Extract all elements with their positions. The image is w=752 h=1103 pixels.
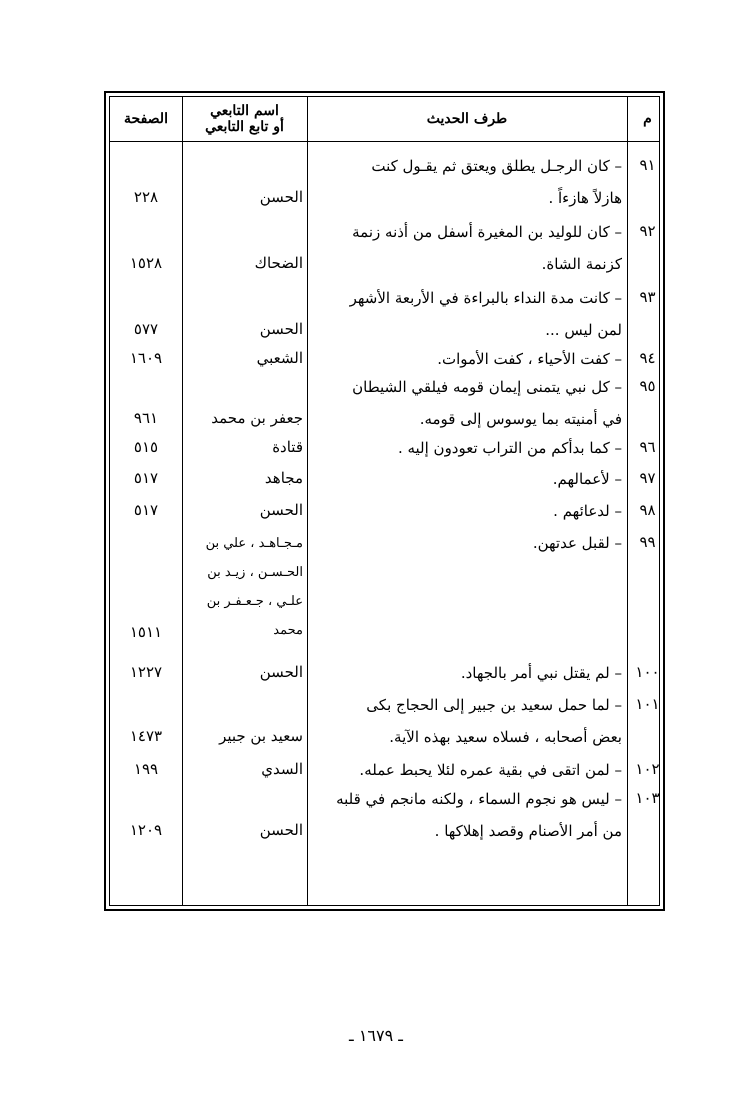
page-ref: ٥١٧ (133, 501, 159, 519)
tabi-name: سعيد بن جبير (219, 727, 303, 745)
hadith-line: – لأعمالهم. (552, 470, 622, 488)
hadith-line: في أمنيته بما يوسوس إلى قومه. (419, 410, 622, 428)
tabi-name-line: علـي ، جـعـفـر بن (206, 594, 303, 609)
page-ref: ٢٢٨ (133, 188, 159, 206)
hadith-line: – لدعائهم . (553, 502, 622, 520)
row-number: ١٠٠ (635, 663, 660, 681)
page-ref: ١٩٩ (133, 760, 159, 778)
tabi-name-line: الحـسـن ، زيـد بن (207, 565, 303, 580)
tabi-name: الشعبي (256, 349, 303, 367)
row-number: ١٠١ (635, 695, 660, 713)
tabi-name: جعفر بن محمد (211, 409, 303, 427)
tabi-name: الحسن (259, 501, 303, 519)
tabi-name-line: مـجـاهـد ، علي بن (205, 536, 303, 551)
header-num: م (643, 111, 652, 127)
hadith-line: – كان للوليد بن المغيرة أسفل من أذنه زنمة (352, 223, 622, 241)
header-hadith: طرف الحديث (426, 111, 508, 127)
tabi-name-line: محمد (273, 623, 303, 638)
hadith-line: – لقبل عدتهن. (532, 534, 622, 552)
tabi-name: الحسن (259, 663, 303, 681)
hadith-line: بعض أصحابه ، فسلاه سعيد بهذه الآية. (389, 728, 622, 746)
row-number: ٩٢ (639, 222, 656, 240)
page-ref: ٥١٧ (133, 469, 159, 487)
tabi-name: السدي (261, 760, 303, 778)
hadith-line: – كل نبي يتمنى إيمان قومه فيلقي الشيطان (352, 378, 622, 396)
tabi-name: الحسن (259, 821, 303, 839)
column-divider (182, 97, 183, 905)
row-number: ١٠٣ (635, 789, 660, 807)
tabi-name: قتادة (272, 438, 303, 456)
row-number: ٩٥ (639, 377, 656, 395)
hadith-line: – كان الرجـل يطلق ويعتق ثم يقـول كنت (371, 157, 622, 175)
hadith-line: – لمن اتقى في بقية عمره لئلا يحبط عمله. (359, 761, 622, 779)
index-table (104, 91, 665, 911)
tabi-name: مجاهد (264, 469, 303, 487)
page-ref: ١٦٠٩ (129, 349, 163, 367)
column-divider (307, 97, 308, 905)
page-ref: ٥١٥ (133, 438, 159, 456)
hadith-line: – كانت مدة النداء بالبراءة في الأربعة الأشهر (349, 289, 622, 307)
hadith-line: هازلاً هازءاً . (548, 189, 622, 207)
hadith-line: – ليس هو نجوم السماء ، ولكنه مانجم في قلبه (336, 790, 622, 808)
hadith-line: – لما حمل سعيد بن جبير إلى الحجاج بكى (366, 696, 622, 714)
header-divider (110, 141, 659, 142)
page-ref: ٥٧٧ (133, 320, 159, 338)
page-ref: ١٢٢٧ (129, 663, 163, 681)
table-inner-border (109, 96, 660, 906)
page-number: ـ ١٦٧٩ ـ (349, 1026, 403, 1045)
row-number: ٩٩ (639, 533, 656, 551)
row-number: ٩٧ (639, 469, 656, 487)
hadith-line: – كفت الأحياء ، كفت الأموات. (437, 350, 622, 368)
hadith-line: من أمر الأصنام وقصد إهلاكها . (434, 822, 622, 840)
tabi-name: الضحاك (254, 254, 303, 272)
hadith-line: – كما بدأكم من التراب تعودون إليه . (397, 439, 622, 457)
hadith-line: – لم يقتل نبي أمر بالجهاد. (460, 664, 622, 682)
row-number: ٩١ (639, 156, 656, 174)
page-ref: ١٥١١ (129, 623, 163, 641)
hadith-line: كزنمة الشاة. (541, 255, 622, 273)
row-number: ١٠٢ (635, 760, 660, 778)
hadith-line: لمن ليس ... (545, 321, 622, 339)
tabi-name: الحسن (259, 188, 303, 206)
header-tabi-line2: أو تابع التابعي (205, 119, 284, 135)
page-ref: ٩٦١ (133, 409, 159, 427)
header-tabi (182, 97, 307, 141)
header-page: الصفحة (124, 111, 168, 127)
page-ref: ١٤٧٣ (129, 727, 163, 745)
page-ref: ١٥٢٨ (129, 254, 163, 272)
tabi-name: الحسن (259, 320, 303, 338)
row-number: ٩٣ (639, 288, 656, 306)
row-number: ٩٤ (639, 349, 656, 367)
page-ref: ١٢٠٩ (129, 821, 163, 839)
header-tabi-line1: اسم التابعي (210, 103, 279, 119)
row-number: ٩٨ (639, 501, 656, 519)
row-number: ٩٦ (639, 438, 656, 456)
tabi-names (186, 529, 303, 645)
